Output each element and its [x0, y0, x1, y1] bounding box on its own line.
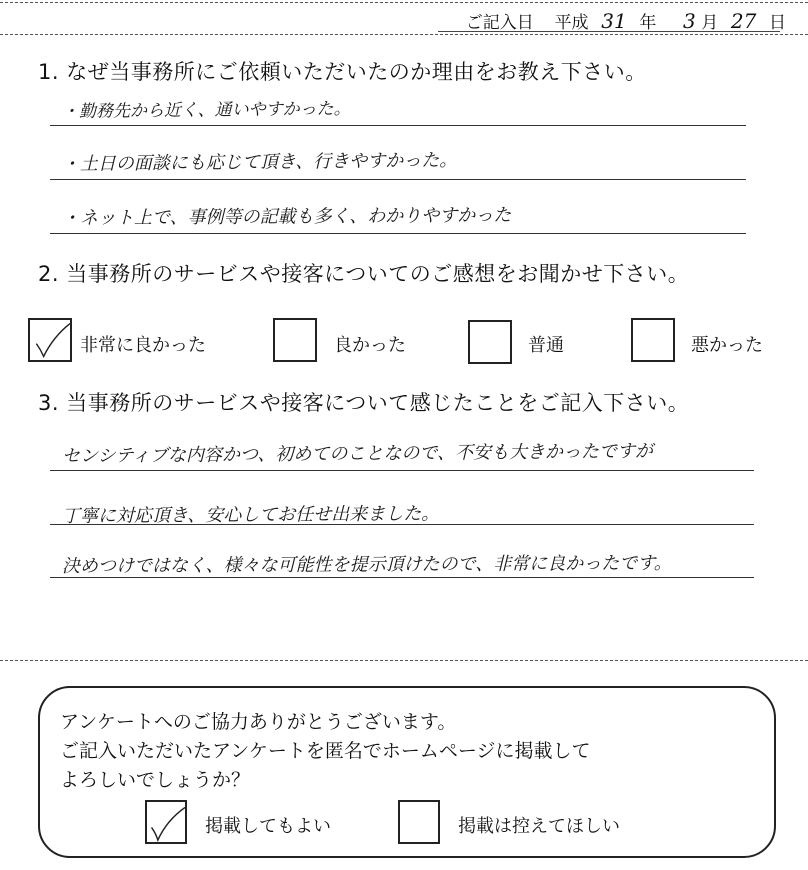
- option-normal-label: 普通: [528, 335, 564, 356]
- option-bad-label: 悪かった: [691, 335, 763, 356]
- header-dashed-separator: [0, 34, 808, 35]
- check-mark-icon: [30, 320, 70, 360]
- top-dashed-separator: [0, 2, 808, 3]
- day-unit: 日: [769, 13, 786, 33]
- consent-publish-decline-checkbox[interactable]: [398, 800, 440, 844]
- q1-answer-line-3: [50, 233, 746, 234]
- q1-answer-line-2: [50, 179, 746, 180]
- option-good-label: 良かった: [334, 335, 406, 356]
- q1-answer-3: ・ネット上で、事例等の記載も多く、わかりやすかった: [61, 204, 512, 230]
- consent-publish-decline-label: 掲載は控えてほしい: [458, 816, 620, 837]
- option-normal-checkbox[interactable]: [468, 320, 512, 364]
- notice-line-1: アンケートへのご協力ありがとうございます。: [60, 711, 457, 733]
- year-unit: 年: [639, 13, 657, 33]
- month-unit: 月: [701, 13, 719, 33]
- notice-line-3: よろしいでしょうか？: [60, 769, 251, 791]
- question-3-title: 3. 当事務所のサービスや接客について感じたことをご記入下さい。: [38, 391, 690, 415]
- era-label: 平成: [554, 13, 589, 33]
- q3-answer-2: 丁寧に対応頂き、安心してお任せ出来ました。: [61, 503, 440, 527]
- question-1-title: 1. なぜ当事務所にご依頼いただいたのか理由をお教え下さい。: [38, 60, 647, 84]
- option-bad-checkbox[interactable]: [631, 318, 675, 362]
- check-mark-icon: [147, 802, 185, 842]
- q3-answer-1: センシティブな内容かつ、初めてのことなので、不安も大きかったですが: [61, 440, 653, 468]
- year-value: 31: [601, 9, 627, 33]
- month-value: 3: [683, 9, 696, 33]
- option-very-good-label: 非常に良かった: [80, 335, 206, 356]
- date-underline: [438, 31, 780, 32]
- q3-answer-line-2: [50, 524, 754, 525]
- q1-answer-1: ・勤務先から近く、通いやすかった。: [61, 98, 351, 122]
- q1-answer-line-1: [50, 125, 746, 126]
- q1-answer-2: ・土日の面談にも応じて頂き、行きやすかった。: [61, 149, 458, 176]
- q3-answer-line-1: [50, 470, 754, 471]
- consent-publish-ok-label: 掲載してもよい: [205, 816, 331, 837]
- bottom-dashed-separator: [0, 660, 808, 661]
- q3-answer-3: 決めつけではなく、様々な可能性を提示頂けたので、非常に良かったです。: [61, 552, 672, 577]
- question-2-title: 2. 当事務所のサービスや接客についてのご感想をお聞かせ下さい。: [38, 262, 690, 286]
- option-very-good-checkbox[interactable]: [28, 318, 72, 362]
- date-label: ご記入日: [465, 13, 534, 33]
- consent-publish-ok-checkbox[interactable]: [145, 800, 187, 844]
- q3-answer-line-3: [50, 577, 754, 578]
- option-good-checkbox[interactable]: [273, 318, 317, 362]
- day-value: 27: [730, 9, 757, 33]
- notice-line-2: ご記入いただいたアンケートを匿名でホームページに掲載して: [60, 740, 591, 762]
- date-row: [466, 8, 786, 33]
